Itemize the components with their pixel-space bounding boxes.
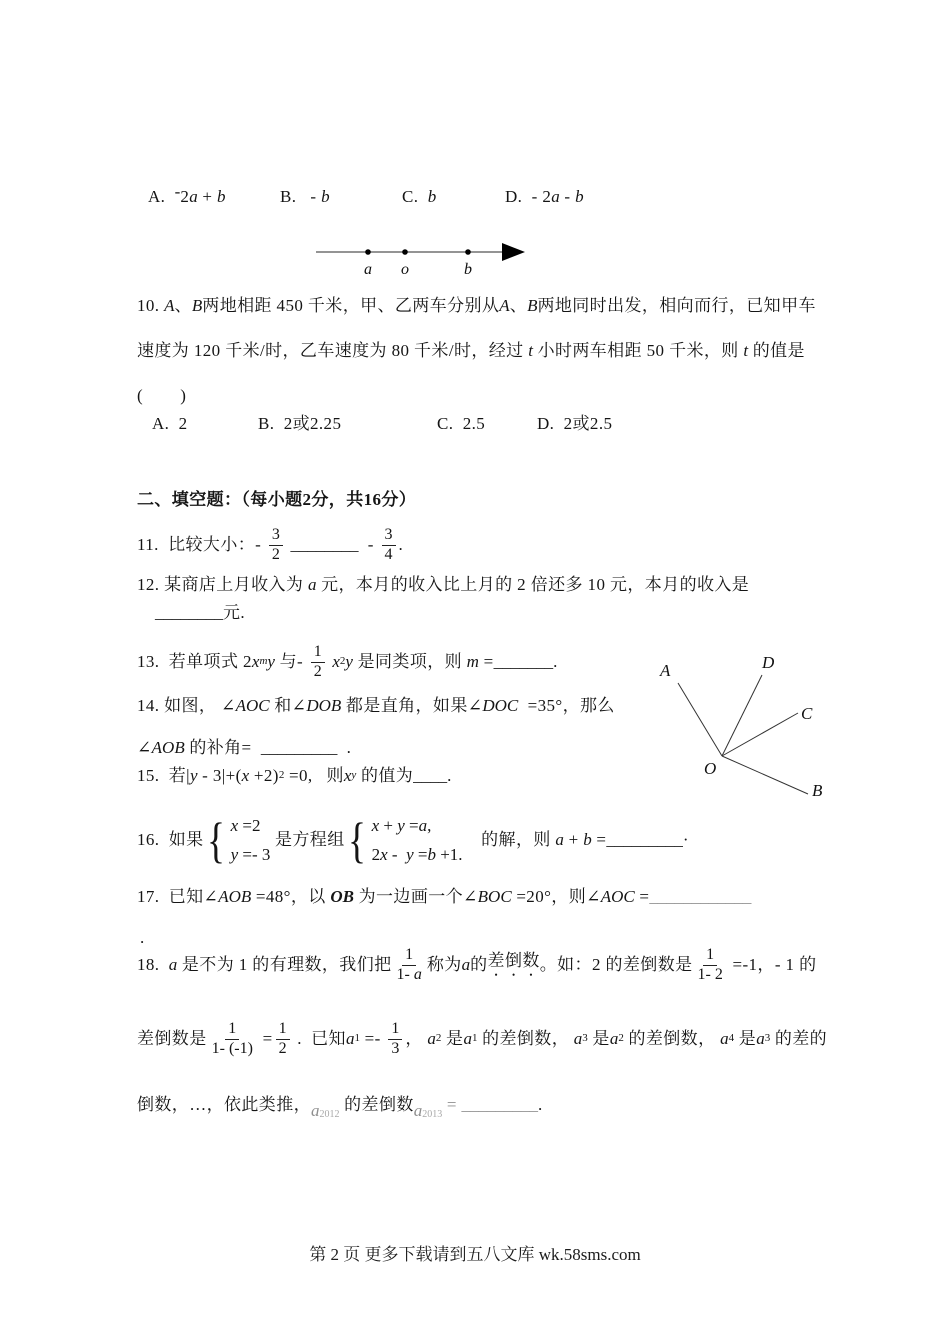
denominator	[312, 663, 324, 681]
text-segment: a	[311, 1101, 320, 1121]
text-segment: 的差倒数	[339, 1095, 414, 1115]
text-segment: y	[267, 652, 275, 672]
text-segment: .	[398, 535, 404, 555]
diagram-label-o: O	[704, 759, 717, 778]
text-segment: AOC	[600, 887, 635, 907]
q11-line	[137, 523, 403, 567]
text-segment: 元，本月的收入比上月的 2 倍还多 10 元，本月的收入是	[316, 575, 750, 595]
text-segment: ____	[413, 766, 448, 786]
equations	[231, 811, 271, 869]
numerator	[276, 1020, 290, 1039]
equations	[372, 811, 463, 869]
numerator	[703, 946, 717, 965]
text-segment: 差倒数	[487, 951, 540, 970]
text-segment: 元.	[223, 603, 246, 623]
text-segment: =	[404, 815, 419, 835]
text-segment: 的值是	[748, 341, 805, 361]
q15-line	[137, 760, 452, 792]
point-a-dot	[365, 249, 371, 255]
text-segment: +	[563, 830, 584, 850]
text-segment: b	[583, 830, 592, 850]
q16-line	[137, 806, 689, 874]
text-segment: y	[345, 652, 353, 672]
equation-line	[231, 811, 271, 840]
q14-line-1	[137, 693, 615, 719]
text-segment: +	[379, 815, 398, 835]
text-segment: . 已知	[292, 1029, 346, 1049]
text-segment: 17. 已知∠	[137, 887, 219, 907]
text-segment: A	[164, 296, 175, 316]
text-segment: 都是直角，如果∠	[341, 696, 483, 716]
diagram-label-c: C	[801, 704, 813, 723]
text-segment: 1	[405, 946, 414, 964]
text-segment: 2	[271, 545, 280, 563]
point-b-label: b	[464, 261, 472, 278]
equation-line	[372, 811, 463, 840]
q10-option-d	[537, 411, 612, 437]
text-segment: y	[189, 766, 198, 786]
text-segment: =-	[359, 1029, 386, 1049]
text-segment: 是同类项，则	[352, 652, 467, 672]
text-segment: a	[418, 815, 428, 835]
fraction	[276, 1020, 290, 1058]
text-segment: 2	[618, 1032, 624, 1045]
text-segment: -	[387, 845, 407, 864]
q14-line-2	[137, 735, 351, 761]
text-segment: +1.	[435, 845, 463, 864]
text-segment: 11. 比较大小：-	[137, 535, 266, 555]
text-segment: 、	[509, 296, 528, 316]
denominator	[389, 1040, 401, 1058]
angle-diagram-figure	[628, 634, 843, 809]
text-segment: 的	[470, 955, 488, 975]
q9-option-c	[402, 184, 436, 210]
fraction	[696, 946, 725, 984]
arrow-right-icon	[502, 243, 525, 261]
text-segment: B.	[280, 187, 311, 207]
text-segment: 1	[706, 946, 715, 964]
text-segment: =	[257, 1029, 273, 1049]
text-segment: 小时两车相距 50 千米，则	[532, 341, 744, 361]
text-segment: 、	[174, 296, 192, 316]
page-footer-text: 第 2 页 更多下载请到五八文库 wk.58sms.com	[309, 1245, 641, 1264]
text-segment: 1	[354, 1032, 360, 1045]
denominator	[210, 1040, 255, 1058]
text-segment: =48°，以	[251, 887, 331, 907]
text-segment: 12. 某商店上月收入为	[137, 575, 308, 595]
text-segment: -	[174, 182, 181, 202]
text-segment: _______	[493, 652, 554, 672]
section-2-title	[137, 487, 416, 513]
text-segment: y	[406, 845, 414, 864]
text-segment: |	[221, 766, 226, 786]
text-segment: 4	[728, 1032, 735, 1045]
text-segment: B	[191, 296, 203, 316]
text-segment: 是不为 1 的有理数，我们把	[177, 955, 392, 975]
text-segment: a	[461, 955, 471, 975]
text-segment: D.	[505, 187, 532, 207]
text-segment: x	[371, 815, 380, 835]
diagram-label-d: D	[762, 653, 775, 672]
text-segment: 称为	[426, 955, 462, 975]
numerator	[388, 1020, 402, 1039]
text-segment: AOB	[218, 887, 252, 907]
text-segment: A.	[148, 187, 175, 207]
text-segment: _________	[461, 1095, 539, 1115]
denominator	[270, 546, 282, 564]
text-segment: a	[573, 1029, 583, 1049]
fraction	[311, 643, 325, 681]
text-segment: 2013	[422, 1108, 443, 1120]
text-segment: 1	[228, 1020, 237, 1038]
text-segment: x	[380, 845, 388, 864]
fraction	[388, 1020, 402, 1058]
numerator	[382, 526, 396, 545]
text-segment: x	[251, 652, 260, 672]
text-segment: 与-	[274, 652, 308, 672]
text-segment: 1	[313, 643, 322, 661]
text-segment: 4	[384, 545, 393, 563]
text-segment: a	[463, 1029, 472, 1049]
text-segment: =-1，- 1 的	[727, 955, 817, 975]
q9-option-a	[148, 184, 226, 210]
text-segment: 13. 若单项式 2	[137, 652, 252, 672]
text-segment: 两地同时出发，相向而行，已知甲车	[537, 296, 816, 316]
number-line-figure	[310, 236, 540, 284]
text-segment: BOC	[477, 887, 512, 907]
q17-line-1	[137, 884, 751, 910]
text-segment: 16. 如果	[137, 830, 204, 850]
brace: {	[347, 811, 366, 868]
fraction	[269, 526, 283, 564]
fraction	[395, 946, 424, 984]
point-b-dot	[465, 249, 471, 255]
text-segment: 2	[371, 845, 381, 864]
q10-line-2	[137, 338, 805, 364]
text-segment: .	[447, 766, 452, 786]
text-segment: b	[575, 187, 584, 207]
text-segment: .	[337, 738, 352, 758]
equation-system	[204, 811, 271, 869]
text-segment: 是方程组	[270, 830, 345, 850]
text-segment: 14. 如图， ∠	[137, 696, 236, 716]
text-segment: =	[442, 1095, 462, 1115]
equation-line	[372, 840, 463, 869]
q18-line-1	[137, 941, 817, 989]
text-segment: DOB	[306, 696, 342, 716]
text-segment: ( )	[137, 386, 187, 406]
q9-option-d	[505, 184, 584, 210]
text-segment: x	[332, 652, 340, 672]
text-segment: 的解，则	[462, 830, 556, 850]
text-segment: =35°，那么	[518, 696, 615, 716]
text-segment: a	[555, 830, 564, 850]
text-segment: 3	[391, 1039, 400, 1057]
text-segment: AOB	[151, 738, 185, 758]
text-segment: y	[230, 845, 239, 864]
text-segment: 15. 若	[137, 766, 187, 786]
text-segment: a	[307, 575, 317, 595]
text-segment: a	[756, 1029, 765, 1049]
fraction	[210, 1020, 255, 1058]
text-segment: a	[413, 965, 422, 983]
text-segment: +2)	[249, 766, 279, 786]
point-o-dot	[402, 249, 408, 255]
text-segment: a	[609, 1029, 619, 1049]
fraction	[382, 526, 396, 564]
text-segment: 的差倒数，	[477, 1029, 574, 1049]
text-segment: 是	[441, 1029, 464, 1049]
q10-option-c	[437, 411, 485, 437]
text-segment: 两地相距 450 千米，甲、乙两车分别从	[202, 296, 500, 316]
q13-line	[137, 640, 558, 684]
text-segment: ,	[427, 815, 432, 835]
text-segment: a	[189, 187, 198, 207]
text-segment: 差倒数是	[137, 1029, 207, 1049]
text-segment: 1- 2	[697, 965, 723, 983]
numerator	[311, 643, 325, 662]
text-segment: =	[591, 830, 607, 850]
text-segment: 2	[180, 187, 190, 207]
text-segment: 1	[278, 1020, 287, 1038]
text-segment: OB	[330, 887, 354, 907]
text-segment: ，	[405, 1029, 428, 1049]
text-segment: 是	[734, 1029, 757, 1049]
text-segment: - 3	[197, 766, 222, 786]
numerator	[269, 526, 283, 545]
text-segment: 1	[471, 1032, 478, 1045]
ray-oc	[722, 713, 798, 756]
text-segment: ∠	[137, 738, 152, 758]
text-segment: a	[720, 1029, 729, 1049]
text-segment: 2	[435, 1032, 442, 1045]
q18-line-3	[137, 1090, 543, 1120]
q18-line-2	[137, 1014, 827, 1064]
text-segment: 10.	[137, 296, 165, 316]
denominator	[383, 546, 395, 564]
text-segment: 2	[278, 769, 285, 782]
numerator	[225, 1020, 239, 1039]
text-segment: .	[553, 652, 558, 672]
text-segment: a	[413, 1101, 423, 1121]
text-segment: - 2	[531, 187, 552, 207]
text-segment: b	[321, 187, 330, 207]
text-segment: -	[310, 187, 322, 207]
text-segment: 1-	[396, 965, 414, 983]
text-segment: C. 2.5	[437, 414, 486, 434]
text-segment: a	[551, 187, 560, 207]
text-segment: a	[168, 955, 178, 975]
text-segment: a	[427, 1029, 436, 1049]
text-segment: A. 2	[152, 414, 188, 434]
text-segment: 1	[391, 1020, 400, 1038]
text-segment: 倒数，…，依此类推，	[137, 1095, 311, 1115]
text-segment: -	[559, 187, 576, 207]
text-segment: +(	[225, 766, 242, 786]
text-segment: A	[499, 296, 510, 316]
text-segment: _________	[260, 738, 338, 758]
text-segment: y	[397, 815, 405, 835]
text-segment: =	[634, 887, 650, 907]
diagram-label-a: A	[660, 661, 671, 680]
text-segment: =20°，则∠	[511, 887, 601, 907]
denominator	[277, 1040, 289, 1058]
text-segment: m	[466, 652, 479, 672]
text-segment: y	[351, 769, 357, 782]
text-segment: .	[140, 928, 145, 948]
text-segment: |	[186, 766, 190, 786]
equation-line	[231, 840, 271, 869]
denominator	[696, 966, 725, 984]
ray-ob	[722, 756, 808, 794]
text-segment: 3	[582, 1032, 588, 1045]
text-segment: 的补角=	[184, 738, 261, 758]
numerator	[402, 946, 416, 965]
text-segment: x	[230, 815, 239, 835]
text-segment: t	[528, 341, 533, 361]
text-segment: -	[358, 535, 379, 555]
text-segment: =	[413, 845, 428, 864]
text-segment: t	[743, 341, 749, 361]
text-segment: 18.	[137, 955, 169, 975]
text-segment: 为一边画一个∠	[353, 887, 478, 907]
text-segment: 的值为	[356, 766, 414, 786]
text-segment: +	[197, 187, 218, 207]
text-segment: AOC	[235, 696, 270, 716]
text-segment: ____________	[649, 887, 752, 907]
page-footer	[0, 1240, 950, 1265]
text-segment: 1- (-1)	[211, 1039, 253, 1057]
text-segment: a	[345, 1029, 355, 1049]
q9-option-b	[280, 184, 330, 210]
text-segment: D. 2或2.5	[537, 414, 613, 434]
text-segment: 速度为 120 千米/时，乙车速度为 80 千米/时，经过	[137, 341, 529, 361]
text-segment: DOC	[482, 696, 519, 716]
text-segment: b	[427, 187, 437, 207]
text-segment: b	[217, 187, 226, 207]
text-segment: x	[241, 766, 250, 786]
text-segment: 3	[271, 526, 280, 544]
q12-line-1	[137, 572, 749, 598]
text-segment: B	[527, 296, 538, 316]
text-segment: 2012	[319, 1108, 340, 1120]
text-segment: b	[427, 845, 436, 864]
text-segment: 的差的	[770, 1029, 828, 1049]
text-segment: _________	[606, 830, 683, 850]
text-segment: 是	[587, 1029, 610, 1049]
text-segment: =0, 则	[284, 766, 344, 786]
q10-option-b	[258, 411, 341, 437]
point-o-label: o	[401, 261, 409, 278]
text-segment: x	[343, 766, 352, 786]
ray-od	[722, 675, 762, 756]
equation-system	[345, 811, 463, 869]
text-segment: .	[538, 1095, 543, 1115]
text-segment: ·	[682, 830, 689, 850]
text-segment: m	[259, 655, 268, 668]
text-segment: B. 2或2.25	[258, 414, 342, 434]
text-segment: 。如：2 的差倒数是	[539, 955, 693, 975]
q10-line-1	[137, 293, 816, 319]
text-segment: 3	[384, 526, 393, 544]
text-segment: =- 3	[238, 845, 271, 864]
text-segment: 的差倒数，	[623, 1029, 721, 1049]
text-segment: =	[478, 652, 494, 672]
text-segment: C.	[402, 187, 428, 207]
q10-option-a	[152, 411, 188, 437]
text-segment: 2	[278, 1039, 287, 1057]
q12-line-2	[155, 600, 245, 626]
ray-oa	[678, 683, 722, 756]
brace: {	[206, 811, 225, 868]
text-segment: 3	[764, 1032, 771, 1045]
text-segment: =2	[238, 815, 261, 835]
text-segment: ________	[155, 603, 223, 623]
section-2-title-text: 二、填空题：（每小题2分，共16分）	[137, 490, 417, 510]
q10-answer-parens	[137, 383, 186, 409]
text-segment: 和∠	[269, 696, 307, 716]
text-segment: 2	[339, 655, 346, 668]
diagram-label-b: B	[812, 781, 823, 800]
point-a-label: a	[364, 261, 372, 278]
text-segment: ________	[290, 535, 359, 555]
text-segment: 2	[313, 662, 322, 680]
denominator	[395, 966, 424, 984]
